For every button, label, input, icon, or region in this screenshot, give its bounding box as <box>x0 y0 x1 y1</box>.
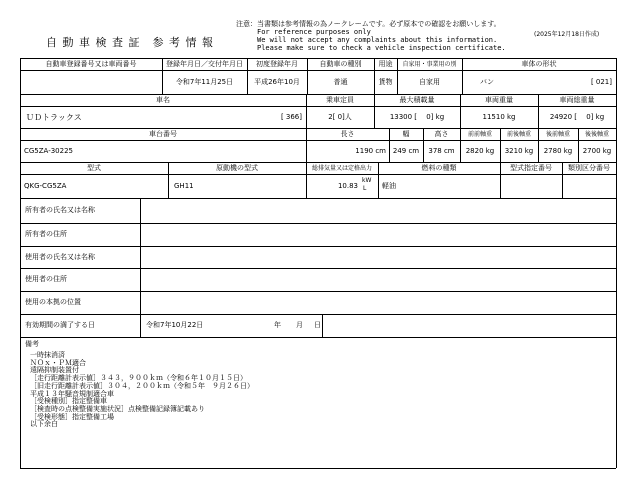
value-body-shape: バン <box>480 78 494 86</box>
value-vehicle-weight: 11510 kg <box>482 113 516 121</box>
label-first-registration: 初度登録年月 <box>256 60 298 68</box>
label-fuel: 燃料の種類 <box>421 164 457 172</box>
notice-japanese: 当書類は参考情報の為ノークレームです。必ず原本での確認をお願いします。 <box>257 20 501 28</box>
value-private-business: 自家用 <box>419 78 440 86</box>
notice-english-1: For reference purposes only <box>257 28 371 36</box>
label-vehicle-weight: 車両重量 <box>485 96 513 104</box>
remarks-line: 平成１３年騒音規制適合車 <box>30 389 114 398</box>
value-width: 249 cm <box>392 147 420 155</box>
label-gross-weight: 車両総重量 <box>559 96 595 104</box>
value-gross-weight: 24920 [ 0] kg <box>549 113 605 121</box>
label-front-front-axle: 前前軸重 <box>467 131 492 138</box>
label-owner-address: 所有者の住所 <box>25 230 67 238</box>
label-base-location: 使用の本拠の位置 <box>25 298 81 306</box>
value-displacement: 10.83 <box>337 182 358 190</box>
label-designation-number: 型式指定番号 <box>510 164 552 172</box>
label-registration-date: 登録年月日／交付年月日 <box>166 60 243 68</box>
value-expiry-date: 令和7年10月22日 <box>146 321 204 329</box>
label-chassis-number: 車台番号 <box>149 130 177 138</box>
remarks-line: ［受検種別］指定整備車 <box>30 397 107 406</box>
value-rear-rear-axle: 2700 kg <box>582 147 612 155</box>
value-engine-model: GH11 <box>174 182 194 190</box>
value-model: QKG-CG5ZA <box>24 182 67 190</box>
label-vehicle-kind: 自動車の種別 <box>319 60 362 68</box>
label-day: 日 <box>314 321 321 329</box>
value-height: 378 cm <box>428 147 455 155</box>
remarks-line: ［検査時の点検整備実施状況］点検整備記録簿記載あり <box>30 404 205 413</box>
remarks-line: ＮＯｘ・ＰＭ適合 <box>30 358 86 367</box>
value-capacity: 2[ 0]人 <box>328 113 352 121</box>
document-title: 自 動 車 検 査 証 参 考 情 報 <box>46 36 214 49</box>
label-front-rear-axle: 前後軸重 <box>506 131 531 138</box>
label-user-address: 使用者の住所 <box>25 275 67 283</box>
label-width: 幅 <box>402 130 410 138</box>
label-registration-number: 自動車登録番号又は車両番号 <box>45 60 137 68</box>
label-car-name: 車名 <box>156 96 170 104</box>
label-owner-name: 所有者の氏名又は名称 <box>25 206 95 214</box>
label-remarks: 備考 <box>25 340 39 348</box>
label-month: 月 <box>296 321 303 329</box>
value-body-shape-code: [ 021] <box>590 78 612 86</box>
remarks-line: ［受検形態］指定整備工場 <box>30 412 114 421</box>
value-vehicle-kind: 普通 <box>333 78 348 86</box>
value-car-name: ＵＤトラックス <box>26 113 82 122</box>
remarks-line: 以下余白 <box>30 420 58 429</box>
label-capacity: 乗車定員 <box>326 96 354 104</box>
label-use: 用途 <box>378 60 393 68</box>
remarks-line: ［旧走行距離計表示値］３０４，２００ｋｍ（令和５年 ９月２６日） <box>30 381 254 390</box>
value-chassis-number: CG5ZA-30225 <box>24 147 73 155</box>
value-registration-date: 令和7年11月25日 <box>175 78 234 86</box>
created-date: (2025年12月18日作成) <box>534 31 600 38</box>
label-expiry-date: 有効期間の満了する日 <box>25 321 95 329</box>
value-fuel: 軽油 <box>382 182 396 190</box>
remarks-line: 遠隔抑制装置付 <box>30 366 79 375</box>
label-max-load: 最大積載量 <box>399 96 435 104</box>
value-rear-front-axle: 2780 kg <box>543 147 573 155</box>
label-private-business: 自家用・事業用の別 <box>402 61 457 68</box>
notice-english-3: Please make sure to check a vehicle inspection certificate. <box>257 44 506 52</box>
label-model: 型式 <box>87 164 101 172</box>
remarks-line: 一時抹消済 <box>30 351 65 359</box>
value-car-name-code: [ 366] <box>280 113 302 121</box>
label-category-number: 類別区分番号 <box>568 164 610 172</box>
notice-english-2: We will not accept any complaints about this information. <box>257 36 498 44</box>
label-engine-model: 原動機の型式 <box>216 164 258 172</box>
value-use: 貨物 <box>378 78 393 86</box>
value-front-rear-axle: 3210 kg <box>504 147 534 155</box>
label-rear-front-axle: 後前軸重 <box>545 131 570 138</box>
value-length: 1190 cm <box>355 147 386 155</box>
remarks-line: ［走行距離計表示値］３４３，９００ｋｍ（令和６年１０月１５日） <box>30 374 247 383</box>
value-front-front-axle: 2820 kg <box>465 147 495 155</box>
label-height: 高さ <box>434 130 449 138</box>
label-rear-rear-axle: 後後軸重 <box>584 131 609 138</box>
value-first-registration: 平成26年10月 <box>254 78 300 86</box>
label-user-name: 使用者の氏名又は名称 <box>25 253 95 261</box>
notice-label: 注意： <box>236 20 257 28</box>
label-year: 年 <box>274 321 281 329</box>
value-displacement-unit-kw: kW <box>362 177 372 184</box>
label-body-shape: 車体の形状 <box>521 60 557 68</box>
value-displacement-unit-l: L <box>363 185 367 192</box>
label-displacement: 総排気量又は定格出力 <box>311 165 372 172</box>
label-length: 長さ <box>340 130 355 138</box>
value-max-load: 13300 [ 0] kg <box>389 113 445 121</box>
